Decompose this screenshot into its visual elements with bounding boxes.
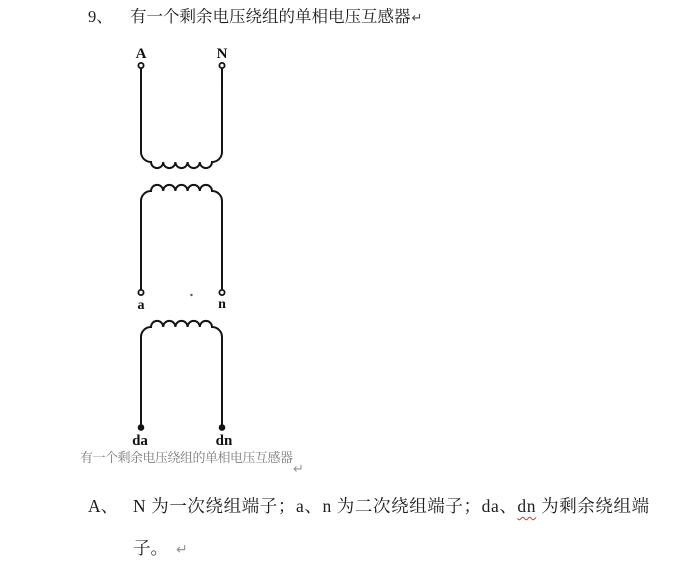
answer-line bbox=[88, 493, 650, 519]
paragraph-return-icon: ↵ bbox=[176, 542, 188, 558]
terminal-label-a: a bbox=[137, 298, 145, 313]
terminal-label-n: n bbox=[218, 297, 226, 312]
terminal-label-da: da bbox=[132, 433, 148, 449]
question-number: 9、 bbox=[88, 7, 113, 26]
terminal-circle-n bbox=[219, 290, 224, 295]
residual-winding bbox=[141, 321, 222, 425]
answer-text-part2: 为剩余绕组端 bbox=[536, 496, 650, 516]
terminal-label-dn: dn bbox=[215, 433, 233, 449]
paragraph-return-icon: ↵ bbox=[293, 462, 304, 477]
transformer-diagram bbox=[100, 38, 260, 453]
terminal-label-N: N bbox=[216, 46, 228, 62]
answer-option-label: A、 bbox=[88, 496, 119, 516]
terminal-circle-a bbox=[138, 290, 143, 295]
terminal-circle-da bbox=[138, 425, 144, 431]
question-text: 有一个剩余电压绕组的单相电压互感器 bbox=[130, 7, 411, 26]
answer-text-line2: 子。 bbox=[133, 538, 168, 558]
terminal-circle-dn bbox=[219, 425, 225, 431]
secondary-winding bbox=[141, 185, 222, 290]
question-line bbox=[88, 6, 422, 30]
terminal-circle-N bbox=[219, 63, 224, 68]
terminal-label-A: A bbox=[135, 46, 147, 62]
figure-caption: 有一个剩余电压绕组的单相电压互感器 bbox=[80, 450, 293, 465]
primary-winding bbox=[141, 69, 222, 169]
answer-text-part1: N 为一次绕组端子；a、n 为二次绕组端子；da、 bbox=[133, 496, 518, 516]
artifact-speck bbox=[190, 294, 192, 296]
answer-line-2 bbox=[133, 535, 188, 563]
terminal-circle-A bbox=[138, 63, 143, 68]
paragraph-return-icon: ↵ bbox=[411, 11, 423, 26]
answer-text-misspelled-dn: dn bbox=[517, 496, 537, 516]
